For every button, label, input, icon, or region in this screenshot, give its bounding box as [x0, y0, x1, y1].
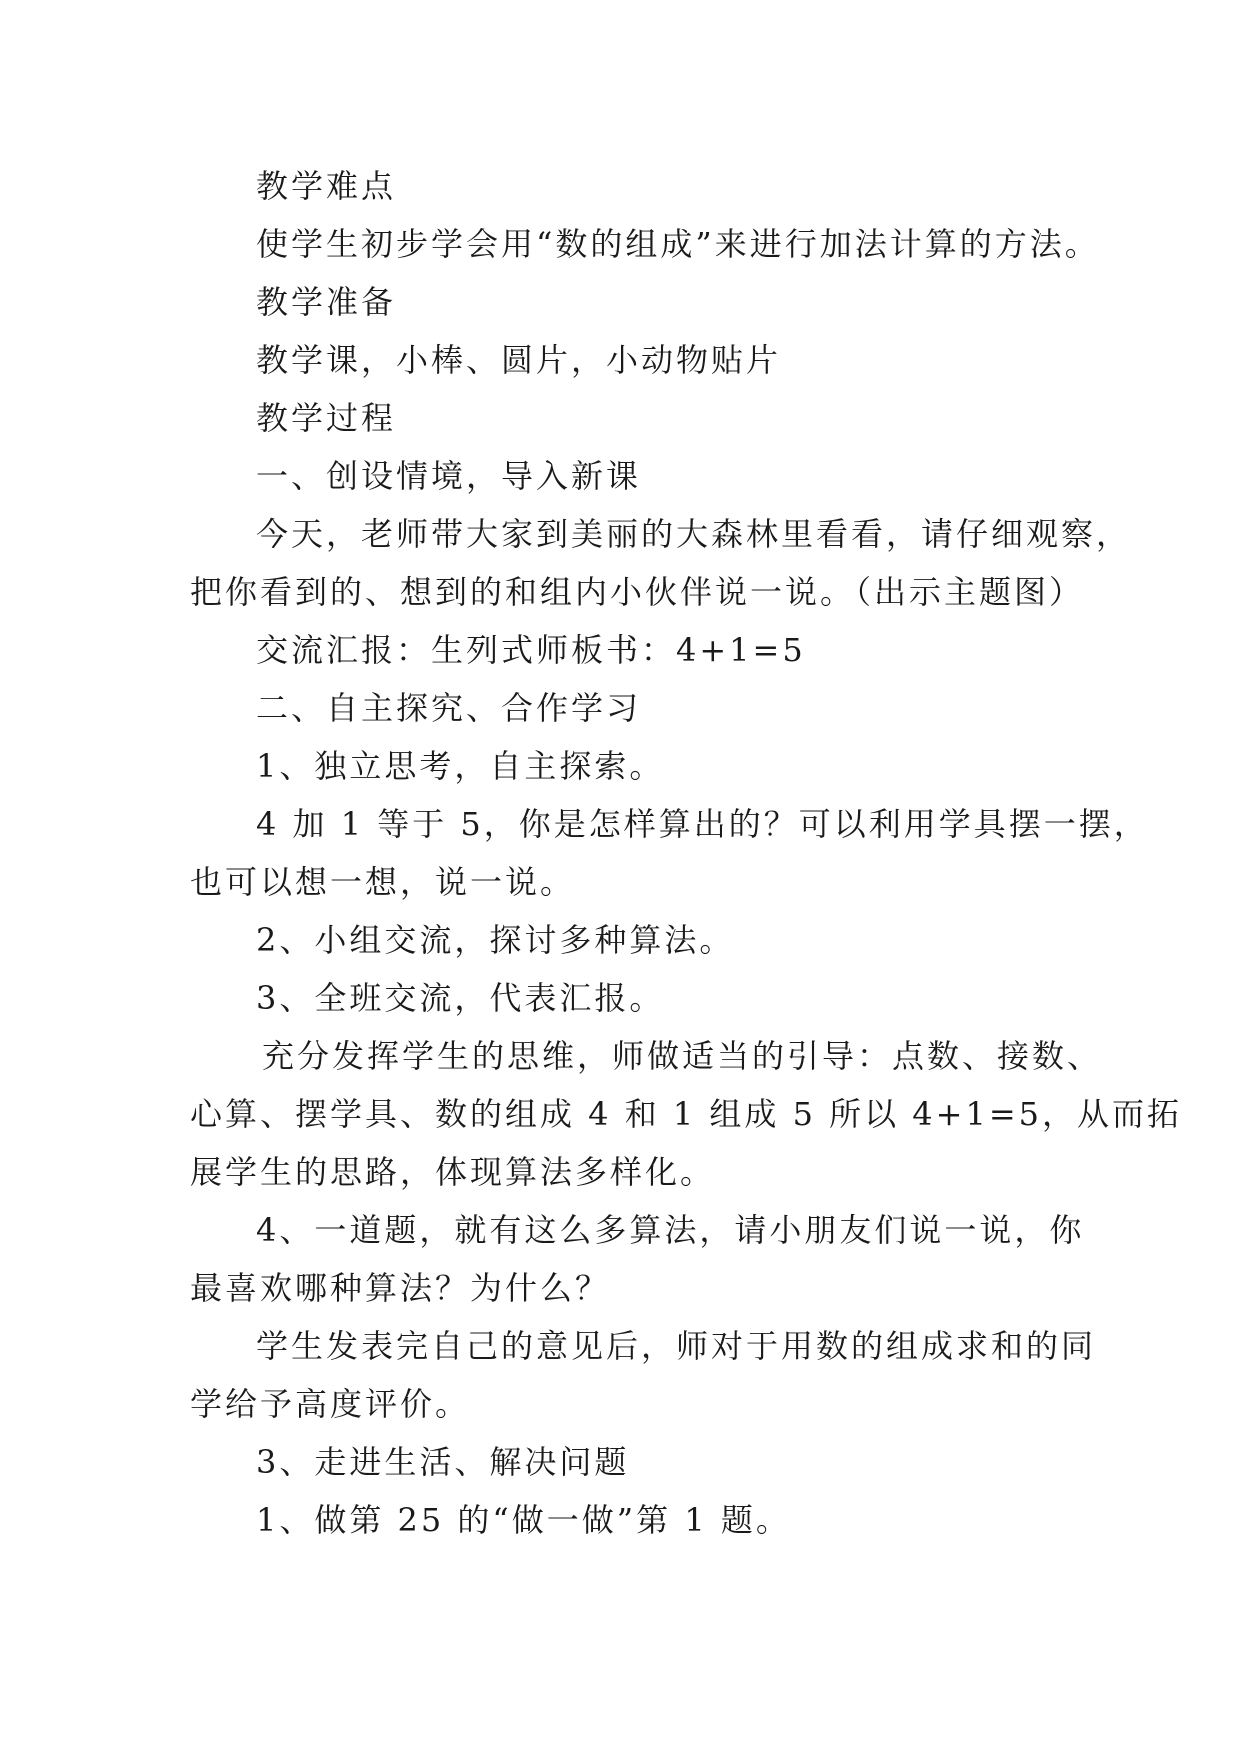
paragraph-line: 充分发挥学生的思维，师做适当的引导：点数、接数、	[262, 1037, 1103, 1075]
paragraph-line: 把你看到的、想到的和组内小伙伴说一说。（出示主题图）	[190, 573, 1085, 611]
paragraph-line: 最喜欢哪种算法？为什么？	[190, 1269, 611, 1307]
paragraph-line: 教学课，小棒、圆片，小动物贴片	[256, 341, 782, 379]
paragraph-line: 展学生的思路，体现算法多样化。	[190, 1153, 716, 1191]
paragraph-line: 4 加 1 等于 5，你是怎样算出的？可以利用学具摆一摆，	[256, 805, 1149, 843]
heading-teaching-preparation: 教学准备	[256, 283, 397, 321]
paragraph-line: 也可以想一想，说一说。	[190, 863, 576, 901]
section-heading: 二、自主探究、合作学习	[256, 689, 642, 727]
list-item: 4、一道题，就有这么多算法，请小朋友们说一说，你	[256, 1211, 1085, 1249]
paragraph-line: 学给予高度评价。	[190, 1385, 471, 1423]
list-item: 2、小组交流，探讨多种算法。	[256, 921, 735, 959]
paragraph-line: 心算、摆学具、数的组成 4 和 1 组成 5 所以 4+1=5，从而拓	[190, 1095, 1182, 1133]
paragraph-line: 今天，老师带大家到美丽的大森林里看看，请仔细观察，	[256, 515, 1132, 553]
section-heading: 3、走进生活、解决问题	[256, 1443, 630, 1481]
list-item: 1、独立思考，自主探索。	[256, 747, 665, 785]
list-item: 3、全班交流，代表汇报。	[256, 979, 665, 1017]
paragraph-line: 学生发表完自己的意见后，师对于用数的组成求和的同	[256, 1327, 1097, 1365]
heading-teaching-difficulty: 教学难点	[256, 167, 397, 205]
paragraph-line: 使学生初步学会用“数的组成”来进行加法计算的方法。	[256, 225, 1100, 263]
section-heading: 一、创设情境，导入新课	[256, 457, 642, 495]
paragraph-line: 交流汇报：生列式师板书：4+1=5	[256, 631, 806, 669]
list-item: 1、做第 25 的“做一做”第 1 题。	[256, 1501, 791, 1539]
heading-teaching-process: 教学过程	[256, 399, 397, 437]
